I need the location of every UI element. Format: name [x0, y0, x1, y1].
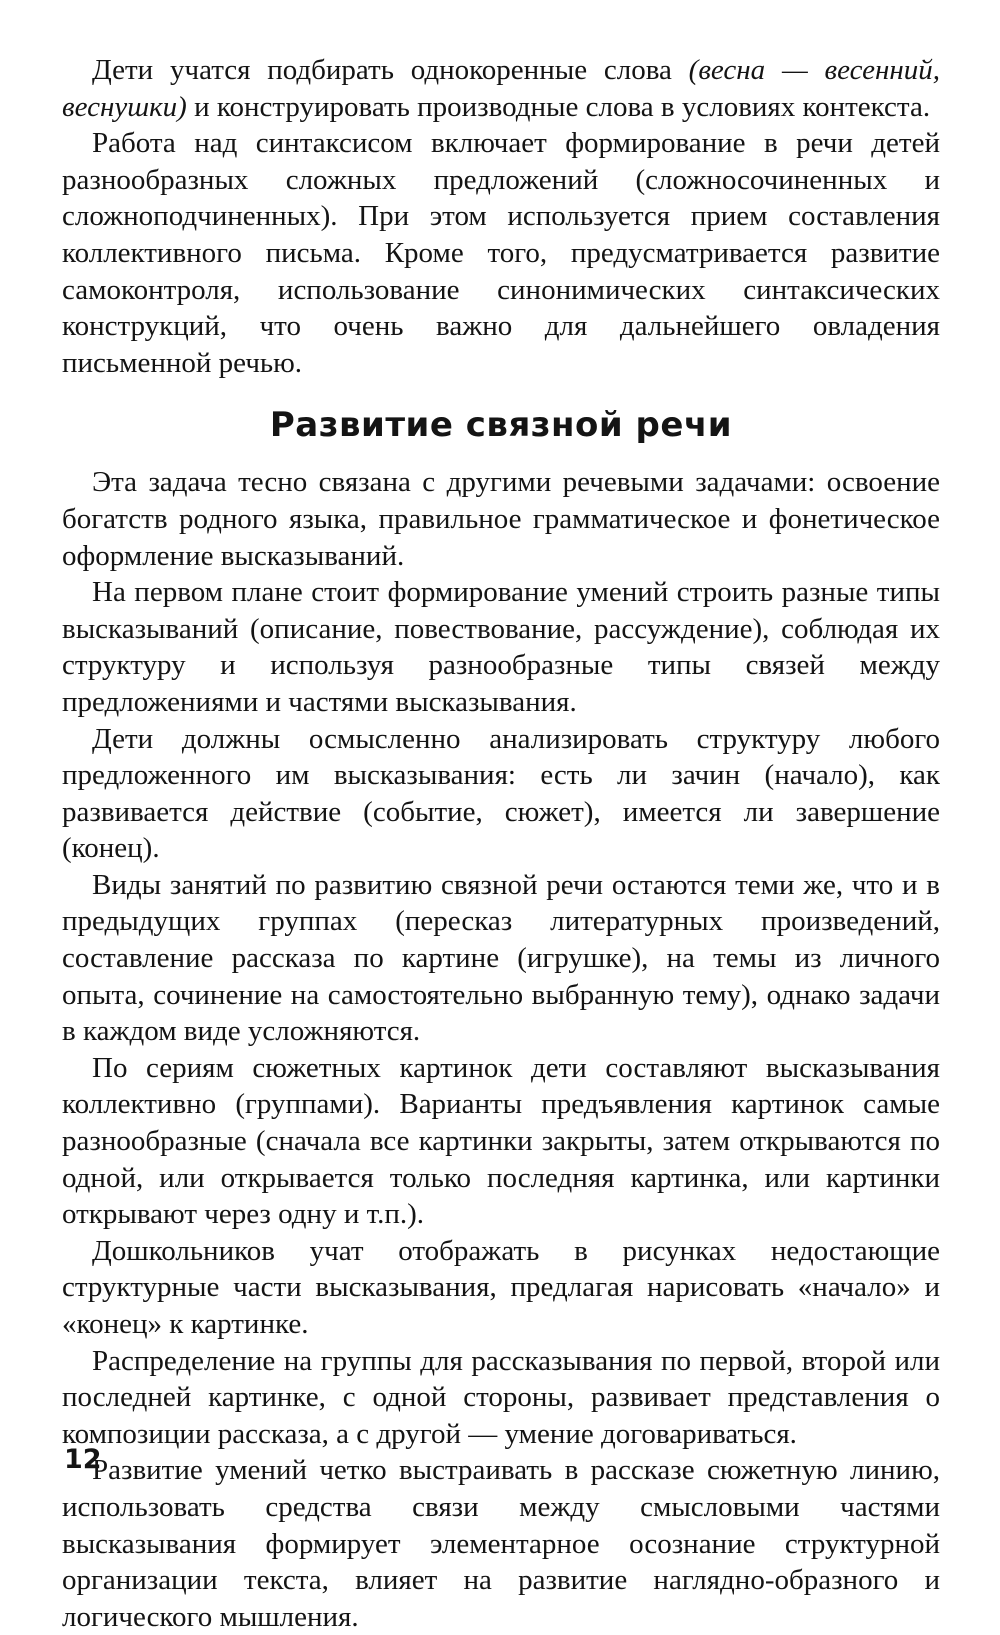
paragraph: Эта задача тесно связана с другими речевыми задачами: освоение богатств родного языка, правильное грамматическое и фонетическое оформление высказываний.: [62, 466, 940, 572]
paragraph: Дошкольников учат отображать в рисунках недостающие структурные части высказывания, предлагая нарисовать «начало» и «конец» к картинке.: [62, 1234, 940, 1340]
example-words: (весна — весенний, веснушки): [62, 54, 940, 123]
paragraph: Распределение на группы для рассказывания по первой, второй или последней картинке, с одной стороны, развивает представления о композиции рассказа, а с другой — умение договариваться.: [62, 1344, 940, 1450]
paragraph-syntax: Работа над синтаксисом включает формирование в речи детей разнообразных сложных предложений (сложносочиненных и сложноподчиненных). При этом используется прием составления коллективного письма. Кроме того, предусматривается развитие самоконтроля, использование синонимических синтаксических конструкций, что очень важно для дальнейшего овладения письменной речью.: [62, 127, 940, 379]
paragraph-text: Дети учатся подбирать однокоренные слова: [92, 54, 689, 86]
paragraph: Дети должны осмысленно анализировать структуру любого предложенного им высказывания: есть ли зачин (начало), как развивается действие (событие, сюжет), имеется ли завершение (конец).: [62, 722, 940, 865]
section-heading: Развитие связной речи: [269, 405, 733, 446]
page-body: [62, 52, 940, 1635]
paragraph-text: и конструировать производные слова в условиях контекста.: [186, 90, 931, 123]
paragraph: Развитие умений четко выстраивать в рассказе сюжетную линию, использовать средства связи между смысловыми частями высказывания формирует элементарное осознание структурной организации текста, влияет на развитие наглядно-образного и логического мышления.: [62, 1454, 940, 1633]
page-number: 12: [64, 1444, 102, 1475]
paragraph: На первом плане стоит формирование умений строить разные типы высказываний (описание, повествование, рассуждение), соблюдая их структуру и используя разнообразные типы связей между предложениями и частями высказывания.: [62, 576, 940, 718]
paragraph-word-formation: [62, 52, 940, 125]
paragraph: По сериям сюжетных картинок дети составляют высказывания коллективно (группами). Варианты предъявления картинок самые разнообразные (сначала все картинки закрыты, затем открываются по одной, или открывается только последняя картинка, или картинки открывают через одну и т.п.).: [62, 1051, 940, 1231]
paragraph: Виды занятий по развитию связной речи остаются теми же, что и в предыдущих группах (пересказ литературных произведений, составление рассказа по картине (игрушке), на темы из личного опыта, сочинение на самостоятельно выбранную тему), однако задачи в каждом виде усложняются.: [62, 868, 940, 1048]
